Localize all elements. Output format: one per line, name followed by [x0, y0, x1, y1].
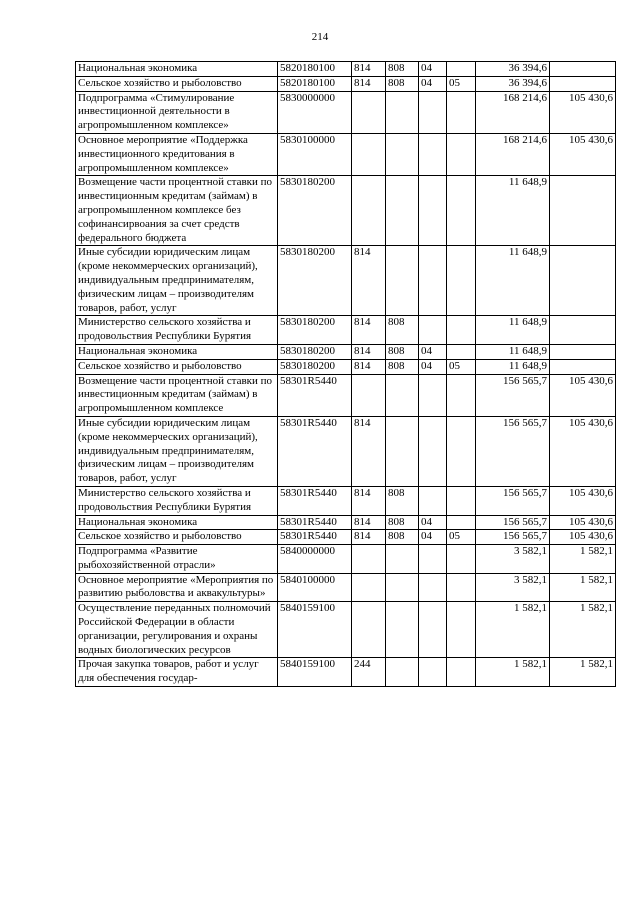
row-vr — [447, 486, 476, 515]
budget-table — [75, 61, 616, 687]
row-sum-2 — [550, 76, 616, 91]
row-pr — [419, 545, 447, 574]
row-vr: 05 — [447, 76, 476, 91]
table-row — [76, 416, 616, 486]
row-vr — [447, 316, 476, 345]
row-pr: 04 — [419, 359, 447, 374]
row-grbs — [352, 374, 386, 416]
row-sum-1: 1 582,1 — [476, 658, 550, 687]
row-name: Подпрограмма «Стимулирование инвестиционной деятельности в агропромышленном комплексе» — [76, 91, 278, 133]
row-code: 5830100000 — [278, 133, 352, 175]
page-number: 214 — [311, 31, 329, 43]
row-grbs: 814 — [352, 62, 386, 77]
row-vr — [447, 602, 476, 658]
row-code: 58301R5440 — [278, 374, 352, 416]
row-sum-2: 105 430,6 — [550, 486, 616, 515]
row-name: Национальная экономика — [76, 62, 278, 77]
row-code: 5830180200 — [278, 359, 352, 374]
row-pr — [419, 486, 447, 515]
row-vr — [447, 344, 476, 359]
row-sum-1: 168 214,6 — [476, 91, 550, 133]
row-sum-2 — [550, 316, 616, 345]
row-grbs: 814 — [352, 344, 386, 359]
row-sum-2: 105 430,6 — [550, 416, 616, 486]
table-row — [76, 658, 616, 687]
row-sum-1: 11 648,9 — [476, 359, 550, 374]
row-grbs: 814 — [352, 530, 386, 545]
row-rz: 808 — [386, 344, 419, 359]
row-sum-1: 11 648,9 — [476, 176, 550, 246]
table-row — [76, 374, 616, 416]
row-pr — [419, 658, 447, 687]
row-name: Прочая закупка товаров, работ и услуг для обеспечения государ- — [76, 658, 278, 687]
row-pr: 04 — [419, 76, 447, 91]
row-name: Основное мероприятие «Поддержка инвестиционного кредитования в агропромышленном комплексе» — [76, 133, 278, 175]
row-name: Сельское хозяйство и рыболовство — [76, 359, 278, 374]
row-sum-1: 156 565,7 — [476, 374, 550, 416]
row-rz — [386, 246, 419, 316]
row-sum-2: 1 582,1 — [550, 602, 616, 658]
row-code: 5830180200 — [278, 316, 352, 345]
row-grbs: 814 — [352, 76, 386, 91]
row-vr — [447, 246, 476, 316]
row-vr — [447, 91, 476, 133]
row-grbs: 814 — [352, 359, 386, 374]
row-code: 5830180200 — [278, 176, 352, 246]
row-rz: 808 — [386, 76, 419, 91]
row-sum-1: 1 582,1 — [476, 602, 550, 658]
row-code: 5840100000 — [278, 573, 352, 602]
row-sum-2: 1 582,1 — [550, 545, 616, 574]
row-sum-1: 11 648,9 — [476, 344, 550, 359]
row-sum-1: 156 565,7 — [476, 486, 550, 515]
row-name: Осуществление переданных полномочий Российской Федерации в области организации, регулирования и охраны водных биологических ресурсов — [76, 602, 278, 658]
row-grbs: 244 — [352, 658, 386, 687]
row-pr — [419, 91, 447, 133]
table-row — [76, 486, 616, 515]
row-sum-1: 156 565,7 — [476, 515, 550, 530]
table-row — [76, 176, 616, 246]
row-name: Возмещение части процентной ставки по инвестиционным кредитам (займам) в агропромышленном комплексе без софинансирвоания за счет средств федерального бюджета — [76, 176, 278, 246]
table-row — [76, 133, 616, 175]
row-pr: 04 — [419, 344, 447, 359]
row-grbs — [352, 176, 386, 246]
row-vr — [447, 176, 476, 246]
row-grbs — [352, 91, 386, 133]
row-pr: 04 — [419, 515, 447, 530]
row-rz — [386, 176, 419, 246]
row-rz — [386, 658, 419, 687]
row-rz: 808 — [386, 515, 419, 530]
row-grbs: 814 — [352, 416, 386, 486]
table-row — [76, 246, 616, 316]
row-sum-2: 1 582,1 — [550, 658, 616, 687]
row-code: 5840000000 — [278, 545, 352, 574]
row-code: 58301R5440 — [278, 486, 352, 515]
row-sum-2 — [550, 176, 616, 246]
row-sum-2: 105 430,6 — [550, 133, 616, 175]
row-vr — [447, 545, 476, 574]
row-rz — [386, 545, 419, 574]
row-code: 58301R5440 — [278, 416, 352, 486]
row-rz — [386, 573, 419, 602]
row-sum-2: 1 582,1 — [550, 573, 616, 602]
row-sum-2 — [550, 344, 616, 359]
table-row — [76, 515, 616, 530]
row-sum-1: 11 648,9 — [476, 246, 550, 316]
row-grbs: 814 — [352, 486, 386, 515]
row-code: 58301R5440 — [278, 530, 352, 545]
row-pr — [419, 416, 447, 486]
row-name: Возмещение части процентной ставки по инвестиционным кредитам (займам) в агропромышленном комплексе — [76, 374, 278, 416]
row-sum-1: 156 565,7 — [476, 530, 550, 545]
row-grbs — [352, 545, 386, 574]
row-rz — [386, 374, 419, 416]
row-rz: 808 — [386, 359, 419, 374]
row-name: Основное мероприятие «Мероприятия по развитию рыболовства и аквакультуры» — [76, 573, 278, 602]
row-rz — [386, 602, 419, 658]
row-pr — [419, 602, 447, 658]
row-code: 5830000000 — [278, 91, 352, 133]
row-sum-2: 105 430,6 — [550, 91, 616, 133]
row-name: Национальная экономика — [76, 344, 278, 359]
row-vr — [447, 658, 476, 687]
row-sum-1: 11 648,9 — [476, 316, 550, 345]
row-pr — [419, 133, 447, 175]
row-vr — [447, 62, 476, 77]
row-sum-1: 156 565,7 — [476, 416, 550, 486]
row-sum-2 — [550, 359, 616, 374]
row-sum-2: 105 430,6 — [550, 530, 616, 545]
table-row — [76, 316, 616, 345]
row-grbs: 814 — [352, 316, 386, 345]
row-sum-1: 3 582,1 — [476, 545, 550, 574]
row-vr — [447, 374, 476, 416]
row-vr — [447, 515, 476, 530]
row-vr — [447, 573, 476, 602]
row-sum-2 — [550, 246, 616, 316]
row-code: 5830180200 — [278, 246, 352, 316]
row-grbs — [352, 602, 386, 658]
row-code: 5820180100 — [278, 62, 352, 77]
row-rz — [386, 416, 419, 486]
row-pr — [419, 374, 447, 416]
row-code: 58301R5440 — [278, 515, 352, 530]
row-name: Иные субсидии юридическим лицам (кроме некоммерческих организаций), индивидуальным предпринимателям, физическим лицам – производителям товаров, работ, услуг — [76, 416, 278, 486]
row-vr — [447, 416, 476, 486]
row-name: Сельское хозяйство и рыболовство — [76, 76, 278, 91]
table-row — [76, 344, 616, 359]
row-code: 5840159100 — [278, 602, 352, 658]
row-rz: 808 — [386, 486, 419, 515]
table-row — [76, 530, 616, 545]
table-row — [76, 545, 616, 574]
row-vr — [447, 133, 476, 175]
row-name: Подпрограмма «Развитие рыбохозяйственной отрасли» — [76, 545, 278, 574]
row-code: 5820180100 — [278, 76, 352, 91]
row-rz: 808 — [386, 62, 419, 77]
row-rz: 808 — [386, 530, 419, 545]
row-grbs — [352, 133, 386, 175]
row-sum-2: 105 430,6 — [550, 374, 616, 416]
row-sum-2 — [550, 62, 616, 77]
row-pr: 04 — [419, 530, 447, 545]
row-sum-1: 36 394,6 — [476, 76, 550, 91]
row-vr: 05 — [447, 359, 476, 374]
row-rz — [386, 133, 419, 175]
row-sum-1: 168 214,6 — [476, 133, 550, 175]
table-row — [76, 573, 616, 602]
row-name: Иные субсидии юридическим лицам (кроме некоммерческих организаций), индивидуальным предпринимателям, физическим лицам – производителям товаров, работ, услуг — [76, 246, 278, 316]
row-name: Министерство сельского хозяйства и продовольствия Республики Бурятия — [76, 486, 278, 515]
table-row — [76, 359, 616, 374]
row-pr: 04 — [419, 62, 447, 77]
table-row — [76, 602, 616, 658]
table-row — [76, 62, 616, 77]
row-pr — [419, 316, 447, 345]
table-row — [76, 91, 616, 133]
row-code: 5830180200 — [278, 344, 352, 359]
row-pr — [419, 573, 447, 602]
row-code: 5840159100 — [278, 658, 352, 687]
row-pr — [419, 176, 447, 246]
row-grbs: 814 — [352, 246, 386, 316]
table-row — [76, 76, 616, 91]
table-body — [76, 62, 616, 687]
row-sum-1: 36 394,6 — [476, 62, 550, 77]
row-name: Сельское хозяйство и рыболовство — [76, 530, 278, 545]
row-vr: 05 — [447, 530, 476, 545]
row-rz: 808 — [386, 316, 419, 345]
row-rz — [386, 91, 419, 133]
row-name: Министерство сельского хозяйства и продовольствия Республики Бурятия — [76, 316, 278, 345]
row-grbs: 814 — [352, 515, 386, 530]
row-name: Национальная экономика — [76, 515, 278, 530]
row-grbs — [352, 573, 386, 602]
row-pr — [419, 246, 447, 316]
row-sum-2: 105 430,6 — [550, 515, 616, 530]
row-sum-1: 3 582,1 — [476, 573, 550, 602]
